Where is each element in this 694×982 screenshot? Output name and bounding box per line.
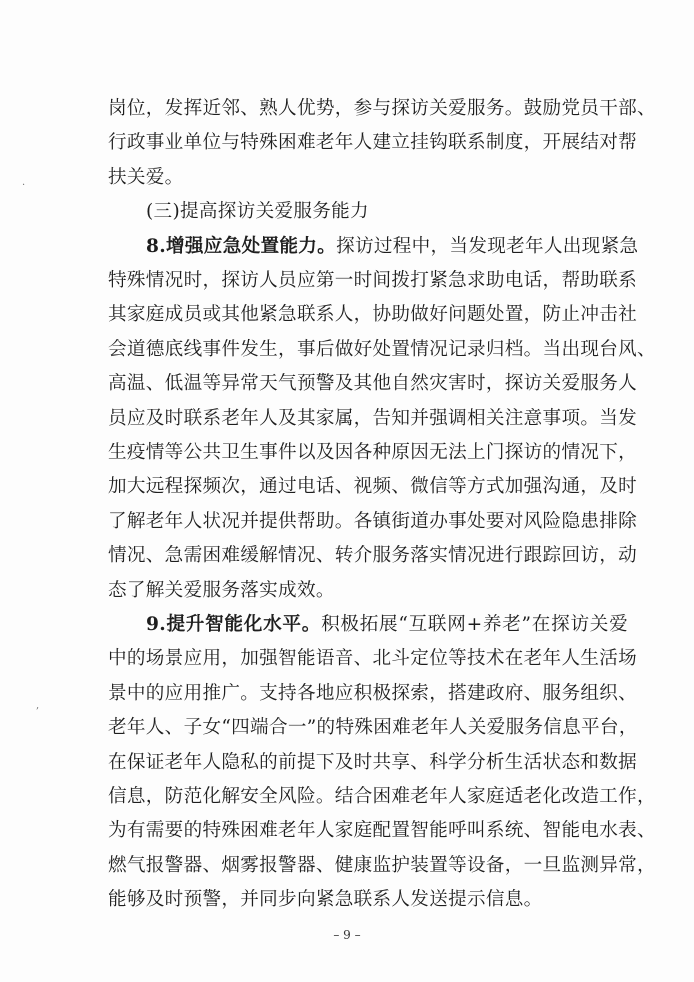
body-line: 其家庭成员或其他紧急联系人，协助做好问题处置，防止冲击社	[108, 304, 638, 326]
paragraph-8-first-line	[146, 230, 639, 264]
body-line: 行政事业单位与特殊困难老年人建立挂钩联系制度，开展结对帮	[108, 132, 638, 154]
body-line: 生疫情等公共卫生事件以及因各种原因无法上门探访的情况下，	[108, 442, 638, 463]
scan-mark: ·	[22, 180, 26, 191]
body-line: 会道德底线事件发生，事后做好处置情况记录归档。当出现台风、	[108, 338, 656, 360]
body-line: 了解老年人状况并提供帮助。各镇街道办事处要对风险隐患排除	[108, 510, 638, 532]
body-line: 态了解关爱服务落实成效。	[108, 579, 335, 601]
body-text: 积极拓展“互联网+养老”在探访关爱	[321, 614, 628, 635]
body-line: 高温、低温等异常天气预警及其他自然灾害时，探访关爱服务人	[108, 373, 638, 395]
body-line: 信息，防范化解安全风险。结合困难老年人家庭适老化改造工作，	[108, 786, 656, 807]
body-line: 加大远程探频次，通过电话、视频、微信等方式加强沟通，及时	[108, 476, 638, 498]
item-9-heading: 9.提升智能化水平。	[146, 614, 322, 635]
section-heading: (三)提高探访关爱服务能力	[146, 201, 369, 223]
body-line: 为有需要的特殊困难老年人家庭配置智能呼叫系统、智能电水表、	[108, 820, 656, 842]
body-text: 探访过程中，当发现老年人出现紧急	[336, 235, 639, 257]
body-line: 岗位，发挥近邻、熟人优势，参与探访关爱服务。鼓励党员干部、	[108, 98, 656, 119]
scan-mark: ,	[36, 700, 40, 711]
item-8-heading: 8.增强应急处置能力。	[146, 235, 337, 257]
body-line: 情况、急需困难缓解情况、转介服务落实情况进行跟踪回访，动	[108, 545, 638, 567]
body-line: 扶关爱。	[108, 166, 184, 188]
body-line: 景中的应用推广。支持各地应积极探索，搭建政府、服务组织、	[108, 682, 638, 704]
page-number: – 9 –	[333, 928, 361, 942]
body-line: 中的场景应用，加强智能语音、北斗定位等技术在老年人生活场	[108, 648, 638, 670]
body-line: 老年人、子女“四端合一”的特殊困难老年人关爱服务信息平台，	[108, 717, 638, 739]
paragraph-9-first-line	[146, 608, 628, 642]
body-line: 燃气报警器、烟雾报警器、健康监护装置等设备，一旦监测异常，	[108, 854, 656, 876]
body-line: 能够及时预警，并同步向紧急联系人发送提示信息。	[108, 889, 543, 911]
body-line: 在保证老年人隐私的前提下及时共享、科学分析生活状态和数据	[108, 751, 638, 773]
body-line: 特殊情况时，探访人员应第一时间拨打紧急求助电话，帮助联系	[108, 270, 638, 291]
body-line: 员应及时联系老年人及其家属，告知并强调相关注意事项。当发	[108, 407, 638, 429]
